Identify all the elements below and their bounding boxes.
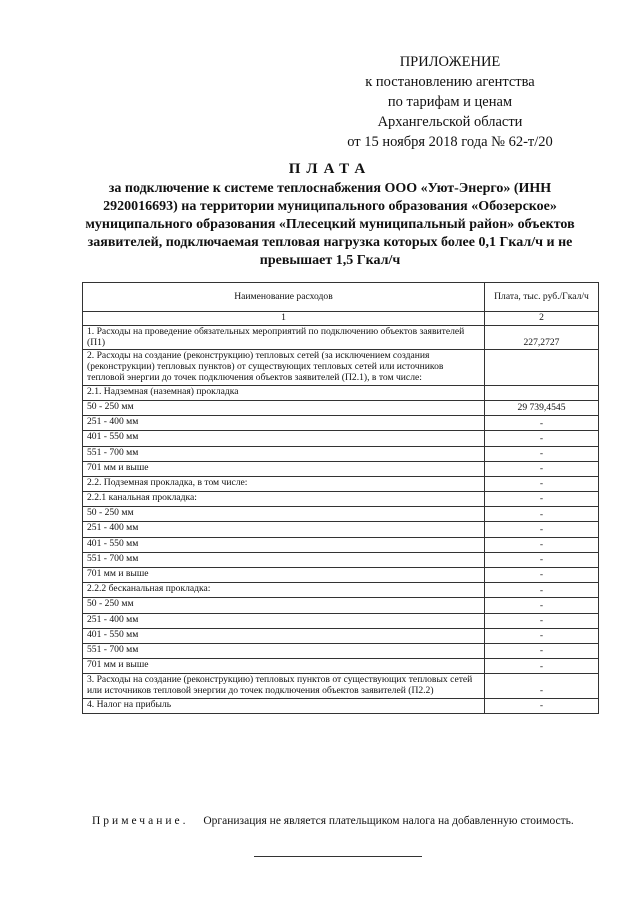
fee-value (485, 350, 599, 385)
table-row (83, 698, 599, 713)
expense-name: 701 мм и выше (83, 568, 485, 583)
fee-value: - (485, 416, 599, 431)
table-row (83, 674, 599, 699)
fees-table (82, 282, 599, 714)
fee-value: - (485, 476, 599, 491)
table-row (83, 537, 599, 552)
table-row (83, 628, 599, 643)
expense-name: 701 мм и выше (83, 461, 485, 476)
fee-value: - (485, 583, 599, 598)
signature-line (254, 856, 422, 857)
table-row (83, 492, 599, 507)
column-number: 2 (485, 312, 599, 326)
expense-name: 251 - 400 мм (83, 522, 485, 537)
fee-value: - (485, 446, 599, 461)
expense-name: 2.1. Надземная (наземная) прокладка (83, 385, 485, 400)
appendix-line: по тарифам и ценам (387, 94, 513, 110)
table-row (83, 507, 599, 522)
fee-value: - (485, 674, 599, 699)
expense-name: 50 - 250 мм (83, 400, 485, 415)
column-number-row (83, 312, 599, 326)
fee-value: 227,2727 (485, 325, 599, 350)
document-title: ПЛАТА (288, 161, 372, 177)
note-label: Примечание. (92, 815, 189, 827)
fee-value (485, 385, 599, 400)
appendix-line: Архангельской области (377, 114, 523, 130)
fee-value: - (485, 552, 599, 567)
table-row (83, 583, 599, 598)
fee-value: - (485, 522, 599, 537)
table-row (83, 385, 599, 400)
note (92, 815, 612, 827)
fee-value: - (485, 598, 599, 613)
fee-value: 29 739,4545 (485, 400, 599, 415)
note-text: Организация не является плательщиком налога на добавленную стоимость. (203, 815, 574, 827)
expense-name: 2.2.1 канальная прокладка: (83, 492, 485, 507)
expense-name: 551 - 700 мм (83, 552, 485, 567)
expense-name: 1. Расходы на проведение обязательных мероприятий по подключению объектов заявителей (П1) (83, 325, 485, 350)
table-row (83, 400, 599, 415)
expense-name: 251 - 400 мм (83, 416, 485, 431)
table-row (83, 431, 599, 446)
fee-value: - (485, 492, 599, 507)
column-number: 1 (83, 312, 485, 326)
expense-name: 2.2. Подземная прокладка, в том числе: (83, 476, 485, 491)
expense-name: 50 - 250 мм (83, 507, 485, 522)
expense-name: 4. Налог на прибыль (83, 698, 485, 713)
table-row (83, 461, 599, 476)
expense-name: 401 - 550 мм (83, 628, 485, 643)
table-row (83, 476, 599, 491)
appendix-line: к постановлению агентства (365, 74, 535, 90)
document-subtitle: за подключение к системе теплоснабжения ООО «Уют-Энерго» (ИНН 2920016693) на территории муниципального образования «Обозерское» муниципального образования «Плесецкий муниципальный район» объектов заявителей, подключаемая тепловая нагрузка которых более 0,1 Гкал/ч и не превышает 1,5 Гкал/ч (85, 181, 575, 268)
table-row (83, 643, 599, 658)
table-row (83, 568, 599, 583)
table-row (83, 446, 599, 461)
fee-value: - (485, 613, 599, 628)
table-row (83, 598, 599, 613)
expense-name: 551 - 700 мм (83, 446, 485, 461)
expense-name: 3. Расходы на создание (реконструкцию) тепловых пунктов от существующих тепловых сетей или источников тепловой энергии до точек подключения объектов заявителей (П2.2) (83, 674, 485, 699)
column-header-name: Наименование расходов (83, 283, 485, 312)
column-header-fee: Плата, тыс. руб./Гкал/ч (485, 283, 599, 312)
fee-value: - (485, 568, 599, 583)
expense-name: 701 мм и выше (83, 659, 485, 674)
fee-value: - (485, 507, 599, 522)
table-row (83, 552, 599, 567)
fee-value: - (485, 431, 599, 446)
fee-value: - (485, 628, 599, 643)
expense-name: 251 - 400 мм (83, 613, 485, 628)
fee-value: - (485, 461, 599, 476)
table-row (83, 350, 599, 385)
expense-name: 401 - 550 мм (83, 537, 485, 552)
table-row (83, 325, 599, 350)
fee-value: - (485, 698, 599, 713)
expense-name: 401 - 550 мм (83, 431, 485, 446)
table-header-row (83, 283, 599, 312)
expense-name: 2.2.2 бесканальная прокладка: (83, 583, 485, 598)
table-row (83, 416, 599, 431)
appendix-date: от 15 ноября 2018 года № 62-т/20 (347, 134, 553, 150)
table-row (83, 522, 599, 537)
table-row (83, 659, 599, 674)
expense-name: 2. Расходы на создание (реконструкцию) тепловых сетей (за исключением создания (реконструкции) тепловых пунктов) от существующих тепловых сетей или источников тепловой энергии до точек подключения объектов заявителей (П2.1), в том числе: (83, 350, 485, 385)
fee-value: - (485, 659, 599, 674)
appendix-title: ПРИЛОЖЕНИЕ (399, 54, 501, 70)
expense-name: 50 - 250 мм (83, 598, 485, 613)
appendix-block (300, 52, 600, 152)
fee-value: - (485, 537, 599, 552)
expense-name: 551 - 700 мм (83, 643, 485, 658)
document-heading (80, 160, 580, 270)
table-row (83, 613, 599, 628)
fee-value: - (485, 643, 599, 658)
